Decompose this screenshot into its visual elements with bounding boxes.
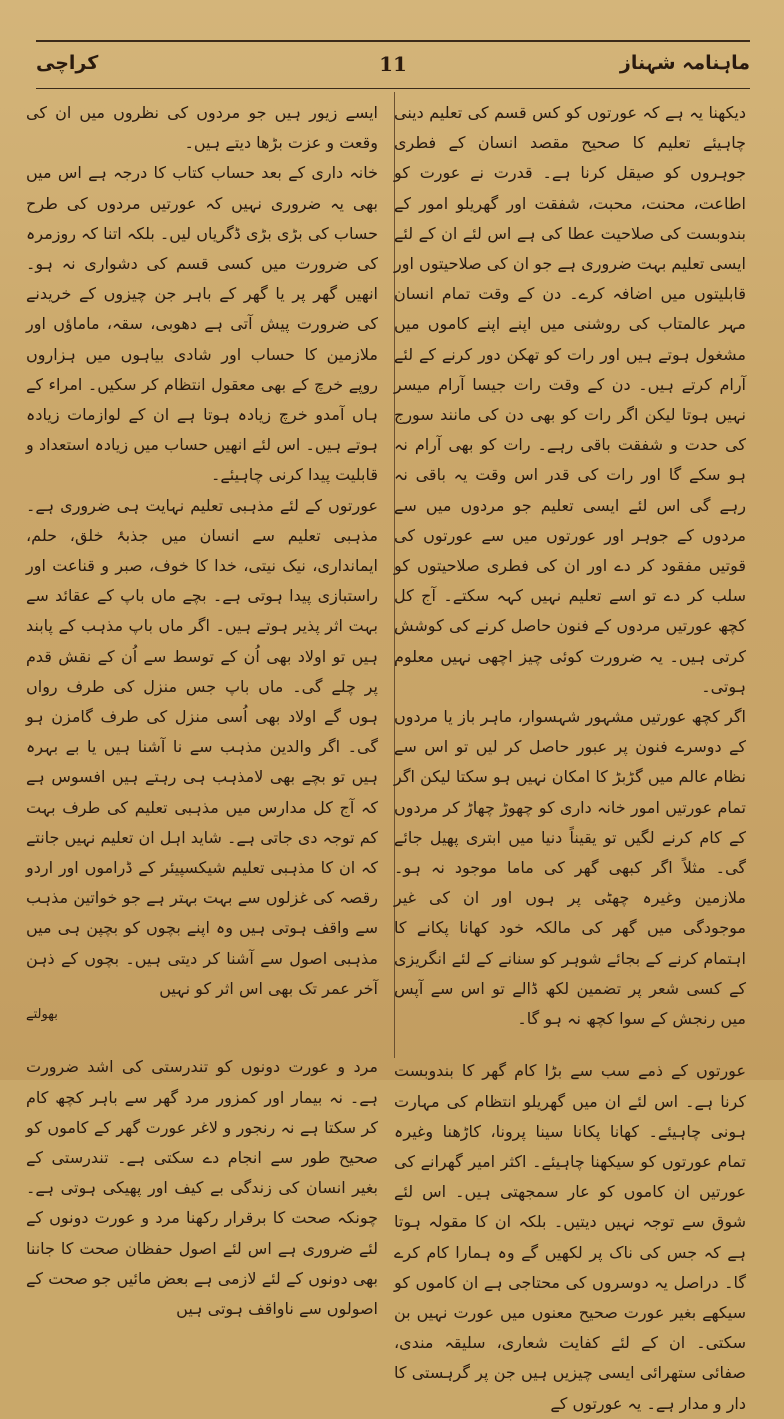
page-header: [36, 52, 750, 84]
paragraph-health: مرد و عورت دونوں کو تندرستی کی اشد ضرورت ہے۔ نہ بیمار اور کمزور مرد گھر سے باہر کچھ کام کر سکتا ہے نہ رنجور و لاغر عورت گھر کے کاموں کو صحیح طور سے انجام دے سکتی ہے۔ تندرستی کے بغیر انسان کی زندگی بے کیف اور پھیکی ہوتی ہے۔ چونکہ صحت کا برقرار رکھنا مرد و عورت دونوں کے لئے ضروری ہے اس لئے اصول حفظان صحت کا جاننا بھی دونوں کے لئے لازمی ہے بعض مائیں جو صحت کے اصولوں سے ناواقف ہوتی ہیں: [26, 1057, 378, 1318]
paragraph-housekeeping: عورتوں کے ذمے سب سے بڑا کام گھر کا بندوبست کرنا ہے۔ اس لئے ان میں گھریلو انتظام کی مہارت ہونی چاہیئے۔ کھانا پکانا سینا پرونا، کاڑھنا وغیرہ تمام عورتوں کو سیکھنا چاہیئے۔ اکثر امیر گھرانے کی عورتیں ان کاموں کو عار سمجھتی ہیں۔ اس لئے شوق سے توجہ نہیں دیتیں۔ بلکہ ان کا مقولہ ہوتا ہے کہ جس کی ناک پر لکھیں گے وہ ہمارا کام کرے گا۔ دراصل یہ دوسروں کی محتاجی ہے ان کاموں کو سیکھے بغیر عورت صحیح معنوں میں عورت نہیں بن سکتی۔ ان کے لئے کفایت شعاری، سلیقہ مندی، صفائی ستھرائی ایسی چیزیں ہیں جن پر گرہستی کا دار و مدار ہے۔ یہ عورتوں کے: [394, 1061, 746, 1413]
page-number: 11: [379, 52, 407, 76]
paragraph-closing-word: بھولتے: [26, 1007, 58, 1023]
top-rule: [36, 40, 750, 42]
magazine-title: ماہنامہ شہناز: [619, 52, 750, 74]
paragraph-womens-education: دیکھنا یہ ہے کہ عورتوں کو کس قسم کی تعلیم دینی چاہیئے تعلیم کا صحیح مقصد انسان کے فطری جوہروں کو صیقل کرنا ہے۔ قدرت نے عورت کو اطاعت، محنت، محبت، شفقت اور گھریلو امور کے بندوبست کی صلاحیت عطا کی ہے اس لئے ان کے لئے ایسی تعلیم بہت ضروری ہے جو ان کی صلاحیتوں اور قابلیتوں میں اضافہ کرے۔ دن کے وقت تمام انسان مہر عالمتاب کی روشنی میں اپنے اپنے کاموں میں مشغول ہوتے ہیں اور رات کو تھکن دور کرنے کے لئے آرام کرتے ہیں۔ دن کے وقت رات جیسا آرام میسر نہیں ہوتا لیکن اگر رات کو بھی دن کی مانند سورج کی حدت و شفقت باقی رہے۔ رات کو بھی آرام نہ ہو سکے گا اور رات کی قدر اس وقت یہ باقی نہ رہے گی اس لئے ایسی تعلیم جو مردوں میں سے مردوں کے جوہر اور عورتوں میں سے عورتوں کی قوتیں مفقود کر دے اور ان کی فطری صلاحیتوں کو سلب کر دے تو اسے تعلیم نہیں کہہ سکتے۔ آج کل کچھ عورتیں مردوں کے فنون حاصل کرنے کی کوشش کرتی ہیں۔ یہ ضرورت کوئی چیز اچھی نہیں معلوم ہوتی۔: [394, 103, 746, 696]
right-column: [394, 98, 746, 1419]
paragraph-spacer: [394, 1034, 746, 1056]
city-name: کراچی: [36, 52, 99, 74]
header-rule: [36, 88, 750, 89]
paragraph-jewels: ایسے زیور ہیں جو مردوں کی نظروں میں ان کی وقعت و عزت بڑھا دیتے ہیں۔: [26, 103, 378, 153]
paragraph-mens-arts: اگر کچھ عورتیں مشہور شہسوار، ماہر باز یا مردوں کے دوسرے فنون پر عبور حاصل کر لیں تو اس سے نظام عالم میں گڑبڑ کا امکان نہیں ہو سکتا لیکن اگر تمام عورتیں امور خانہ داری کو چھوڑ چھاڑ کر مردوں کے کام کرنے لگیں تو یقیناً دنیا میں ابتری پھیل جائے گی۔ مثلاً اگر کبھی گھر کی ماما موجود نہ ہو۔ ملازمین وغیرہ چھٹی پر ہوں اور ان کی غیر موجودگی میں گھر کی مالکہ خود کھانا پکانے کا اہتمام کرنے کے بجائے شوہر کو سنانے کے لئے انگریزی کے کسی شعر پر تضمین لکھ ڈالے تو اس سے آپس میں رنجش کے سوا کچھ نہ ہو گا۔: [394, 707, 746, 1029]
paragraph-accounting: خانہ داری کے بعد حساب کتاب کا درجہ ہے اس میں بھی یہ ضروری نہیں کہ عورتیں مردوں کی طرح حساب کی بڑی بڑی ڈگریاں لیں۔ بلکہ اتنا کہ روزمرہ کی ضرورت میں کسی قسم کی دشواری نہ ہو۔ انھیں گھر پر یا گھر کے باہر جن چیزوں کے خریدنے کی ضرورت پیش آتی ہے دھوبی، سقہ، ماماؤں اور ملازمین کا حساب اور شادی بیاہوں میں ہزاروں روپے خرچ کے بھی معقول انتظام کر سکیں۔ امراء کے ہاں آمدو خرچ زیادہ ہوتا ہے ان کے لوازمات زیادہ ہوتے ہیں۔ اس لئے انھیں حساب میں زیادہ استعداد و قابلیت پیدا کرنی چاہیئے۔: [26, 163, 378, 485]
paragraph-spacer: [26, 1030, 378, 1052]
paragraph-religious-education: عورتوں کے لئے مذہبی تعلیم نہایت ہی ضروری ہے۔ مذہبی تعلیم سے انسان میں جذبۂ خلق، حلم، ایمانداری، نیک نیتی، خدا کا خوف، صبر و قناعت اور راستبازی پیدا ہوتی ہے۔ بچے ماں باپ کے عقائد سے بہت اثر پذیر ہوتے ہیں۔ اگر ماں باپ مذہب کے پابند ہیں تو اولاد بھی اُن کے توسط سے اُن کے نقش قدم پر چلے گی۔ ماں باپ جس منزل کی طرف رواں ہوں گے اولاد بھی اُسی منزل کی طرف گامزن ہو گی۔ اگر والدین مذہب سے نا آشنا ہیں یا بے بہرہ ہیں تو بچے بھی لامذہب ہی رہتے ہیں افسوس ہے کہ آج کل مدارس میں مذہبی تعلیم کی طرف بہت کم توجہ دی جاتی ہے۔ شاید اہل ان تعلیم نہیں جانتے کہ ان کا مذہبی تعلیم شیکسپیئر کے ڈراموں اور اردو رقصہ کی غزلوں سے بہت بہتر ہے جو خواتین مذہب سے واقف ہوتی ہیں وہ اپنے بچوں کو بچپن ہی میں مذہبی اصول سے آشنا کر دیتی ہیں۔ بچوں کے ذہن آخر عمر تک بھی اس اثر کو نہیں: [26, 495, 378, 998]
left-column: [26, 98, 378, 1324]
